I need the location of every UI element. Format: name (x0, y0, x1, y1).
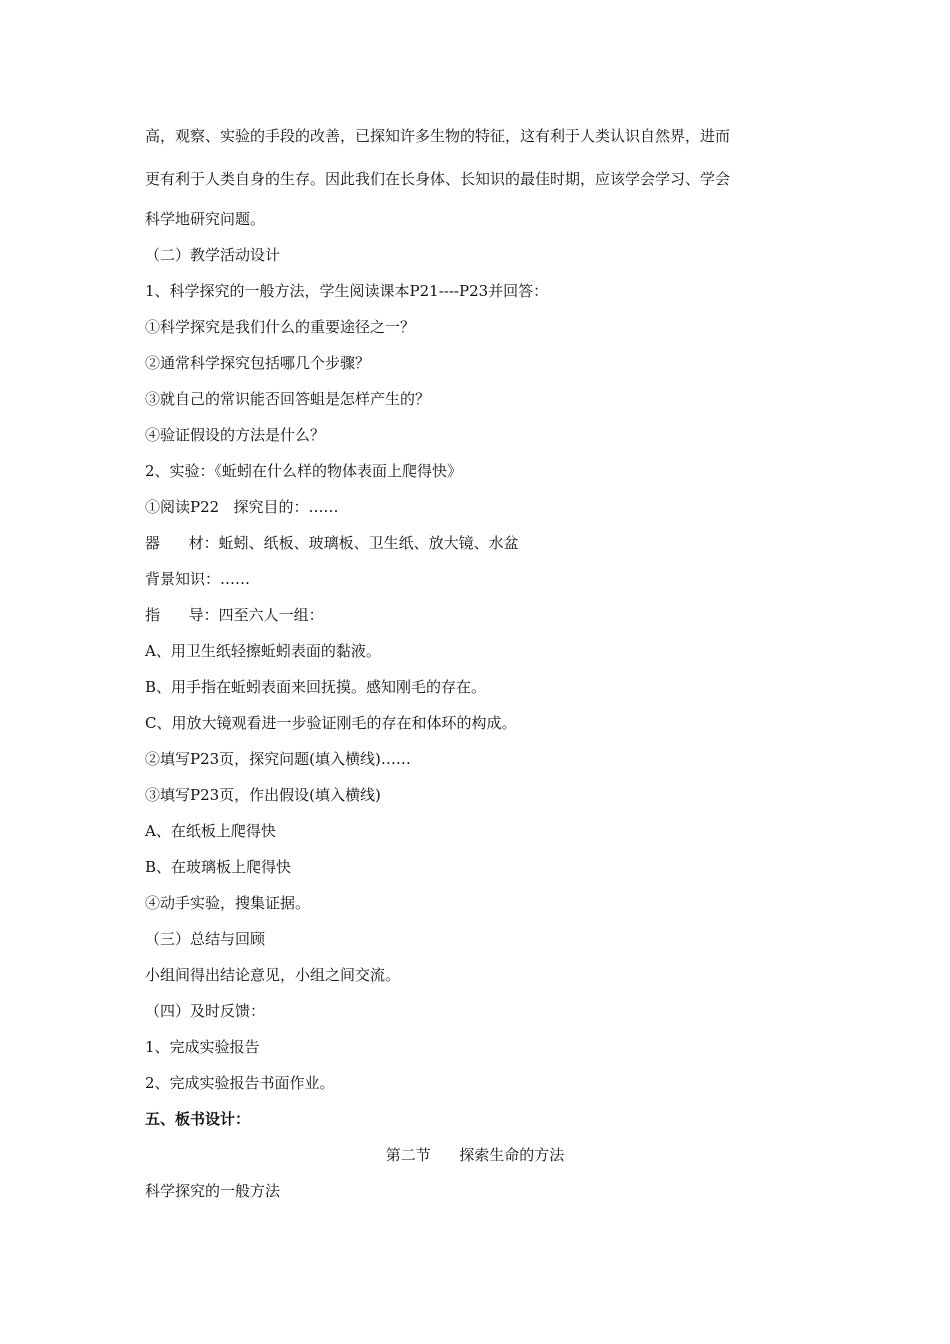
question-3: ③就自己的常识能否回答蛆是怎样产生的？ (145, 390, 431, 408)
materials: 器 材：蚯蚓、纸板、玻璃板、卫生纸、放大镜、水盆 (145, 534, 519, 552)
guidance: 指 导：四至六人一组： (145, 606, 324, 624)
guidance-c: C、用放大镜观看进一步验证刚毛的存在和体环的构成。 (145, 714, 517, 732)
question-4: ④验证假设的方法是什么？ (145, 426, 326, 444)
section3-heading: （三）总结与回顾 (145, 930, 266, 948)
hypothesis-b: B、在玻璃板上爬得快 (145, 858, 292, 876)
question-1: ①科学探究是我们什么的重要途径之一？ (145, 318, 416, 336)
question-2: ②通常科学探究包括哪几个步骤？ (145, 354, 371, 372)
section2-item2: 2、实验：《蚯蚓在什么样的物体表面上爬得快》 (145, 462, 463, 480)
section4-item1: 1、完成实验报告 (145, 1038, 260, 1056)
background-knowledge: 背景知识：…… (145, 570, 251, 588)
step-4: ④动手实验，搜集证据。 (145, 894, 311, 912)
intro-line-1: 高，观察、实验的手段的改善，已探知许多生物的特征，这有利于人类认识自然界，进而 (145, 127, 731, 145)
hypothesis-a: A、在纸板上爬得快 (145, 822, 276, 840)
intro-line-3: 科学地研究问题。 (145, 210, 266, 228)
guidance-a: A、用卫生纸轻擦蚯蚓表面的黏液。 (145, 642, 381, 660)
section5-heading: 五、板书设计： (145, 1110, 251, 1128)
step-1: ①阅读P22 探究目的：…… (145, 498, 339, 516)
guidance-b: B、用手指在蚯蚓表面来回抚摸。感知刚毛的存在。 (145, 678, 487, 696)
board-title: 第二节 探索生命的方法 (385, 1146, 565, 1164)
step-3: ③填写P23页，作出假设(填入横线) (145, 786, 381, 804)
board-line-1: 科学探究的一般方法 (145, 1182, 281, 1200)
section4-item2: 2、完成实验报告书面作业。 (145, 1074, 335, 1092)
section2-heading: （二）教学活动设计 (145, 246, 281, 264)
section3-text: 小组间得出结论意见，小组之间交流。 (145, 966, 401, 984)
step-2: ②填写P23页，探究问题(填入横线)…… (145, 750, 411, 768)
section2-item1: 1、科学探究的一般方法，学生阅读课本P21----P23并回答： (145, 282, 549, 300)
section4-heading: （四）及时反馈： (145, 1002, 266, 1020)
intro-line-2: 更有利于人类自身的生存。因此我们在长身体、长知识的最佳时期，应该学会学习、学会 (145, 170, 731, 188)
